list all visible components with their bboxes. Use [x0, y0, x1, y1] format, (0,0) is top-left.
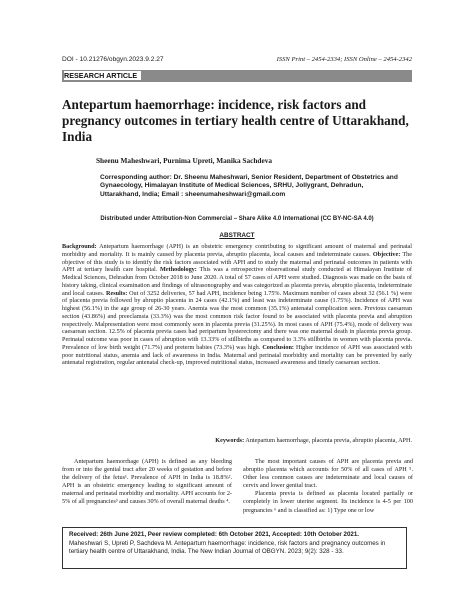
- corresponding-author: Corresponding author: Dr. Sheenu Maheshwari, Senior Resident, Department of Obstetrics and Gynaecology, Himalayan Institute of Medical Sciences, SRHU, Jollygrant, Dehradun, Uttarakhand, India; Email : sheenumaheshwari@gmail.com: [100, 174, 398, 198]
- citation-box: [62, 527, 407, 569]
- objective-label: Objective:: [372, 250, 401, 258]
- section-bar: [62, 70, 412, 82]
- keywords-label: Keywords:: [215, 437, 245, 444]
- conclusion-label: Conclusion:: [262, 343, 294, 351]
- keywords-line: [215, 437, 412, 444]
- issn-text: ISSN Print – 2454-2334; ISSN Online – 2454-2342: [276, 56, 412, 63]
- article-title: Antepartum haemorrhage: incidence, risk factors and pregnancy outcomes in tertiary health centre of Uttarakhand, India: [62, 97, 409, 144]
- abstract-body: [62, 243, 412, 367]
- intro-paragraph: Antepartum haemorrhage (APH) is defined as any bleeding from or into the genital tract after 20 weeks of gestation and before the delivery of the fetus¹. Prevalence of APH in India is 18.8%². APH is an obstetric emergency leading to significant amount of maternal and perinatal morbidity and mortality. APH accounts for 2-5% of all pregnancies³ and causes 30% of overall maternal deaths ⁴.: [62, 458, 232, 506]
- section-label: RESEARCH ARTICLE: [64, 71, 141, 80]
- keywords-text: Antepartum haemorrhage, placenta previa, abruptio placenta, APH.: [244, 437, 412, 444]
- conclusion-text: Higher incidence of APH was associated with poor nutritional status, anemia and lack of awareness in India. Maternal and perinatal morbidity and mortality can be prevented by early antenatal registration, regular antenatal check-up, improved nutritional status, increased awareness and timely caesarean section.: [62, 343, 412, 367]
- results-label: Results:: [105, 289, 128, 297]
- objective-text: The objective of this study is to identify the risk factors associated with APH and to study the maternal and perinatal outcomes in patients with APH at tertiary health care hospital.: [62, 250, 412, 274]
- methodology-label: Methodology:: [160, 266, 197, 274]
- placenta-previa-paragraph: Placenta previa is defined as placenta located partially or completely in lower uterine segment. Its incidence is 4-5 per 100 pregnancies ⁶ and is classified as: 1) Type one or low: [243, 490, 413, 514]
- causes-paragraph: The most important causes of APH are placenta previa and abruptio placenta which accounts for 50% of all cases of APH ⁵. Other less common causes are indeterminate and local causes of cervix and lower genital tract.: [243, 458, 413, 490]
- results-text: Out of 3252 deliveries, 57 had APH, incidence being 1.75%. Maximum number of cases about 32 (56.1 %) were of placenta previa followed by abruptio placenta in 24 cases (42.1%) and least was indeterminate cause (1.75%). Incidence of APH was highest (56.1%) in the age group of 26-30 years. Anemia was the most common (35.1%) antenatal complication seen. Previous caesarean section (43.86%) and preeclamsia (33.3%) was the most common risk factor found to be associated with placenta previa and abruption respectively. Malpresentation were most commonly seen in placenta previa (31.25%). In most cases of APH (75.4%), mode of delivery was caesarean section. 12.5% of placenta previa cases had peripartum hysterectomy and there was one maternal death in placenta previa group. Perinatal outcome was poor in cases of abruption with 13.33% of stillbirths as compared to 3.3% stillbirths in women with placenta previa. Prevalence of low birth weight (71.7%) and preterm babies (73.3%) was high.: [62, 289, 413, 351]
- received-dates: Received: 26th June 2021, Peer review completed: 6th October 2021, Accepted: 10th October 2021.: [69, 531, 360, 538]
- citation-text: Maheshwari S, Upreti P, Sachdeva M. Antepartum haemorrhage: incidence, risk factors and pregnancy outcomes in tertiary health centre of Uttarakhand, India. The New Indian Journal of OBGYN. 2023; 9(2): 328 - 33.: [69, 540, 386, 555]
- body-column-left: [62, 458, 232, 507]
- background-label: Background:: [62, 243, 97, 250]
- doi-text: DOI - 10.21276/obgyn.2023.9.2.27: [62, 56, 164, 63]
- body-column-right: [243, 458, 413, 515]
- methodology-text: This was a retrospective observational study conducted at Himalayan Institute of Medical Sciences, Dehradun from October 2018 to June 2020. A total of 57 cases of APH were studied. Diagnosis was made on the basis of history taking, clinical examination and findings of ultrasonography and was categorized as placenta previa, abruptio placenta, indeterminate and local causes.: [62, 266, 412, 297]
- author-list: Sheenu Maheshwari, Purnima Upreti, Manika Sachdeva: [96, 156, 273, 165]
- license-note: Distributed under Attribution-Non Commercial – Share Alike 4.0 International (CC BY-NC-SA 4.0): [100, 216, 374, 222]
- background-text: Antepartum haemorrhage (APH) is an obstetric emergency contributing to significant amount of maternal and perinatal morbidity and mortality. It is mainly caused by placenta previa, abruptio placenta, local causes and indeterminate causes.: [62, 243, 412, 258]
- abstract-heading: ABSTRACT: [219, 232, 255, 239]
